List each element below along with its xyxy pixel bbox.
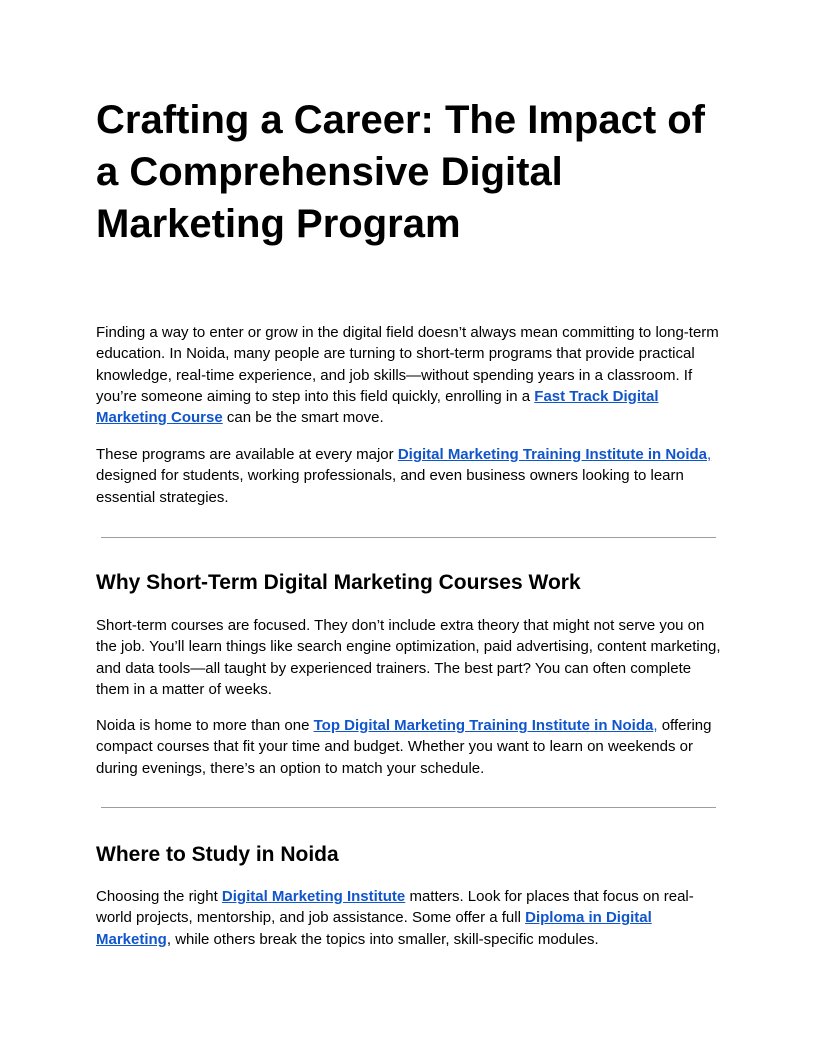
intro-text-2b: designed for students, working professionals, and even business owners looking to learn essential strategies. <box>96 467 684 506</box>
where-text-1c: , while others break the topics into smaller, skill-specific modules. <box>166 930 599 948</box>
intro-text-1: Finding a way to enter or grow in the digital field doesn’t always mean committing to long-term education. In Noida, many people are turning to short-term programs that provide practical knowledge, real-time experience, and job skills—without spending years in a classroom. If you’re someone aiming to step into this field quickly, enrolling in a <box>96 324 719 405</box>
digital-marketing-institute-link[interactable]: Digital Marketing Institute <box>221 888 406 905</box>
diploma-link[interactable]: Diploma in Digital Marketing <box>96 909 652 948</box>
top-training-institute-link[interactable]: Top Digital Marketing Training Institute in Noida <box>313 717 654 734</box>
intro-text-1b: can be the smart move. <box>222 409 384 427</box>
where-text-1b: matters. Look for places that focus on real-world projects, mentorship, and job assistance. Some offer a full <box>96 888 694 927</box>
section-divider <box>101 537 716 538</box>
intro-text-2: These programs are available at every major <box>96 446 398 463</box>
section-divider <box>101 807 716 808</box>
intro-paragraph-2 <box>96 444 726 508</box>
training-institute-noida-link[interactable]: Digital Marketing Training Institute in Noida <box>397 446 707 463</box>
where-paragraph-1 <box>96 886 726 950</box>
fast-track-course-link[interactable]: Fast Track Digital Marketing Course <box>96 387 659 427</box>
where-text-1: Choosing the right <box>96 888 222 905</box>
why-paragraph-2 <box>96 715 726 779</box>
why-text-2b: offering compact courses that fit your time and budget. Whether you want to learn on weekends or during evenings, there’s an option to match your schedule. <box>96 717 712 777</box>
intro-paragraph-1 <box>96 322 726 428</box>
section-heading-where: Where to Study in Noida <box>96 843 339 866</box>
why-paragraph-1: Short-term courses are focused. They don’t include extra theory that might not serve you on the job. You’ll learn things like search engine optimization, paid advertising, content marketing, and data tools—all taught by experienced trainers. The best part? You can often complete them in a matter of weeks. <box>96 617 721 698</box>
why-text-2: Noida is home to more than one <box>96 717 314 734</box>
link-comma[interactable]: , <box>653 717 658 734</box>
page-title: Crafting a Career: The Impact of a Comprehensive Digital Marketing Program <box>96 98 706 246</box>
section-heading-why: Why Short-Term Digital Marketing Courses Work <box>96 571 581 594</box>
link-comma[interactable]: , <box>707 446 712 463</box>
